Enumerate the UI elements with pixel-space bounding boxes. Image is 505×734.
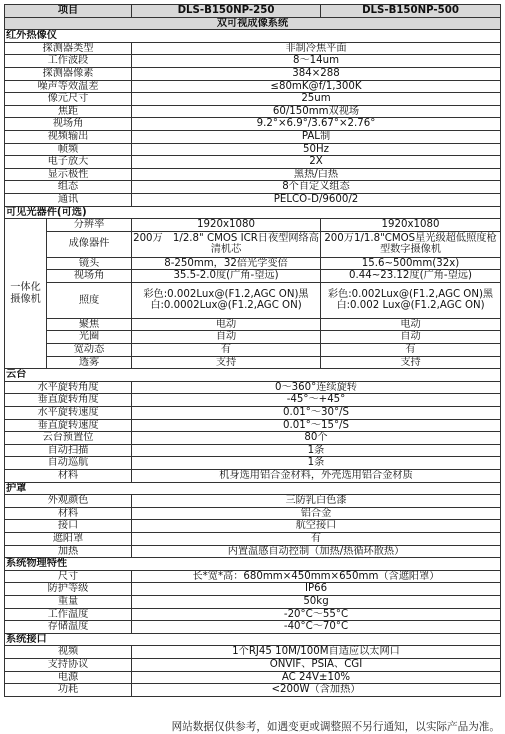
spec-value: -20°C～55°C: [132, 608, 501, 621]
interface-row: [5, 671, 501, 684]
spec-label: 材料: [5, 470, 132, 483]
spec-label: 尺寸: [5, 570, 132, 583]
spec-value-500: 彩色:0.002Lux@(F1.2,AGC ON)黑白:0.002 Lux@(F1.2,AGC ON): [321, 282, 501, 318]
housing-row: [5, 507, 501, 520]
spec-label: 焦距: [5, 105, 132, 118]
spec-value-250: 35.5-2.0度(广角-望远): [132, 270, 321, 283]
spec-value-250: 1920x1080: [132, 219, 321, 232]
spec-value-500: 电动: [321, 318, 501, 331]
spec-label: 分辨率: [47, 219, 132, 232]
spec-value: 内置温感自动控制（加热/热循环散热）: [132, 545, 501, 558]
spec-value: 60/150mm双视场: [132, 105, 501, 118]
visible-row: [5, 219, 501, 232]
infrared-row: [5, 67, 501, 80]
spec-value-250: 8-250mm，32倍光学变倍: [132, 257, 321, 270]
spec-value: 0.01°～30°/S: [132, 407, 501, 420]
spec-value: 1个RJ45 10M/100M自适应以太网口: [132, 646, 501, 659]
spec-value: 0.01°～15°/S: [132, 419, 501, 432]
ptz-title-row: [5, 369, 501, 382]
spec-label: 水平旋转角度: [5, 381, 132, 394]
spec-label: 噪声等效温差: [5, 80, 132, 93]
header-model-500: DLS-B150NP-500: [321, 5, 501, 18]
visible-title-row: [5, 206, 501, 219]
spec-label: 重量: [5, 595, 132, 608]
physical-section-title: 系统物理特性: [5, 558, 501, 571]
interface-title-row: [5, 633, 501, 646]
spec-label: 镜头: [47, 257, 132, 270]
spec-value: -45°～+45°: [132, 394, 501, 407]
spec-label: 宽动态: [47, 344, 132, 357]
infrared-row: [5, 181, 501, 194]
spec-label: 垂直旋转速度: [5, 419, 132, 432]
spec-label: 加热: [5, 545, 132, 558]
infrared-row: [5, 193, 501, 206]
spec-value-500: 0.44~23.12度(广角-望远): [321, 270, 501, 283]
physical-title-row: [5, 558, 501, 571]
spec-value-500: 支持: [321, 356, 501, 369]
spec-value-500: 200万1/1.8"CMOS星光级超低照度枪型数字摄像机: [321, 231, 501, 257]
physical-row: [5, 583, 501, 596]
spec-label: 聚焦: [47, 318, 132, 331]
spec-value: 机身选用铝合金材料，外壳选用铝合金材质: [132, 470, 501, 483]
spec-label: 视场角: [47, 270, 132, 283]
spec-value: 0～360°连续旋转: [132, 381, 501, 394]
spec-value: 三防乳白色漆: [132, 495, 501, 508]
interface-row: [5, 658, 501, 671]
spec-label: 功耗: [5, 684, 132, 697]
infrared-row: [5, 80, 501, 93]
spec-value: ≤80mK@f/1,300K: [132, 80, 501, 93]
spec-label: 光圈: [47, 331, 132, 344]
infrared-row: [5, 143, 501, 156]
ptz-row: [5, 381, 501, 394]
spec-value: <200W（含加热）: [132, 684, 501, 697]
visible-row: [5, 331, 501, 344]
visible-row: [5, 257, 501, 270]
spec-value: 384×288: [132, 67, 501, 80]
spec-value-500: 1920x1080: [321, 219, 501, 232]
spec-value: 80个: [132, 432, 501, 445]
spec-value: 非制冷焦平面: [132, 42, 501, 55]
spec-value: 25um: [132, 93, 501, 106]
header-model-250: DLS-B150NP-250: [132, 5, 321, 18]
ptz-section-title: 云台: [5, 369, 501, 382]
spec-table: [4, 4, 501, 697]
spec-value: 1条: [132, 457, 501, 470]
spec-value-500: 自动: [321, 331, 501, 344]
infrared-row: [5, 42, 501, 55]
housing-row: [5, 545, 501, 558]
spec-value: 长*宽*高：680mm×450mm×650mm（含遮阳罩）: [132, 570, 501, 583]
header-row: [5, 5, 501, 18]
visible-section-title: 可见光器件(可选): [5, 206, 501, 219]
housing-row: [5, 520, 501, 533]
ptz-row: [5, 444, 501, 457]
spec-label: 透雾: [47, 356, 132, 369]
spec-value-250: 自动: [132, 331, 321, 344]
spec-label: 组态: [5, 181, 132, 194]
infrared-row: [5, 105, 501, 118]
infrared-row: [5, 130, 501, 143]
spec-label: 照度: [47, 282, 132, 318]
spec-value: AC 24V±10%: [132, 671, 501, 684]
spec-value-250: 200万 1/2.8" CMOS ICR日夜型网络高清机芯: [133, 232, 319, 256]
spec-value: 8个自定义组态: [132, 181, 501, 194]
infrared-row: [5, 93, 501, 106]
spec-value: 航空接口: [132, 520, 501, 533]
spec-label: 视频输出: [5, 130, 132, 143]
header-system-row: [5, 17, 501, 30]
spec-value: -40°C～70°C: [132, 621, 501, 634]
ptz-row: [5, 407, 501, 420]
spec-label: 探测器像素: [5, 67, 132, 80]
spec-label: 防护等级: [5, 583, 132, 596]
spec-label: 存储温度: [5, 621, 132, 634]
spec-value-250: 彩色:0.002Lux@(F1.2,AGC ON)黑白:0.0002Lux@(F1.2,AGC ON): [132, 282, 321, 318]
ptz-row: [5, 457, 501, 470]
housing-row: [5, 495, 501, 508]
spec-value: 8～14um: [132, 55, 501, 68]
infrared-section-title: 红外热像仪: [5, 30, 501, 43]
spec-label: 接口: [5, 520, 132, 533]
spec-label: 成像器件: [47, 231, 132, 257]
spec-label: 工作波段: [5, 55, 132, 68]
infrared-row: [5, 156, 501, 169]
spec-label: 通讯: [5, 193, 132, 206]
spec-value: 9.2°×6.9°/3.67°×2.76°: [132, 118, 501, 131]
physical-row: [5, 608, 501, 621]
housing-title-row: [5, 482, 501, 495]
spec-value: 1条: [132, 444, 501, 457]
spec-label: 材料: [5, 507, 132, 520]
spec-label: 遮阳罩: [5, 532, 132, 545]
spec-label: 工作温度: [5, 608, 132, 621]
spec-label: 像元尺寸: [5, 93, 132, 106]
infrared-row: [5, 55, 501, 68]
visible-row: [5, 270, 501, 283]
visible-row: [5, 231, 501, 257]
ptz-row: [5, 432, 501, 445]
spec-label: 电源: [5, 671, 132, 684]
interface-row: [5, 646, 501, 659]
spec-value-250: 电动: [132, 318, 321, 331]
spec-label: 外观颜色: [5, 495, 132, 508]
spec-value: PAL制: [132, 130, 501, 143]
spec-value: IP66: [132, 583, 501, 596]
interface-row: [5, 684, 501, 697]
header-item-label: 项目: [5, 5, 132, 18]
interface-section-title: 系统接口: [5, 633, 501, 646]
visible-group-label: 一体化摄像机: [5, 219, 47, 369]
spec-value-250: 有: [132, 344, 321, 357]
visible-row: [5, 344, 501, 357]
ptz-row: [5, 470, 501, 483]
visible-row: [5, 318, 501, 331]
footnote: 网站数据仅供参考，如遇变更或调整照不另行通知，以实际产品为准。: [171, 721, 500, 733]
spec-value: 50kg: [132, 595, 501, 608]
spec-table-body: [5, 5, 501, 697]
spec-value: PELCO-D/9600/2: [132, 193, 501, 206]
spec-value: 黑热/白热: [132, 168, 501, 181]
infrared-row: [5, 168, 501, 181]
visible-row: [5, 282, 501, 318]
housing-row: [5, 532, 501, 545]
spec-label: 显示极性: [5, 168, 132, 181]
system-name: 双可视成像系统: [5, 17, 501, 30]
spec-value: ONVIF、PSIA、CGI: [132, 658, 501, 671]
physical-row: [5, 621, 501, 634]
spec-value-500: 有: [321, 344, 501, 357]
spec-label: 探测器类型: [5, 42, 132, 55]
spec-label: 帧频: [5, 143, 132, 156]
visible-row: [5, 356, 501, 369]
physical-row: [5, 595, 501, 608]
spec-label: 电子放大: [5, 156, 132, 169]
infrared-title-row: [5, 30, 501, 43]
spec-label: 自动扫描: [5, 444, 132, 457]
spec-value-250: 支持: [132, 356, 321, 369]
housing-section-title: 护罩: [5, 482, 501, 495]
spec-value-500: 15.6~500mm(32x): [321, 257, 501, 270]
spec-label: 支持协议: [5, 658, 132, 671]
spec-label: 视场角: [5, 118, 132, 131]
spec-label: 水平旋转速度: [5, 407, 132, 420]
spec-label: 云台预置位: [5, 432, 132, 445]
spec-value: 有: [132, 532, 501, 545]
spec-label: 视频: [5, 646, 132, 659]
spec-value: 50Hz: [132, 143, 501, 156]
ptz-row: [5, 419, 501, 432]
infrared-row: [5, 118, 501, 131]
spec-value: 铝合金: [132, 507, 501, 520]
spec-label: 自动巡航: [5, 457, 132, 470]
ptz-row: [5, 394, 501, 407]
spec-label: 垂直旋转角度: [5, 394, 132, 407]
physical-row: [5, 570, 501, 583]
spec-value: 2X: [132, 156, 501, 169]
